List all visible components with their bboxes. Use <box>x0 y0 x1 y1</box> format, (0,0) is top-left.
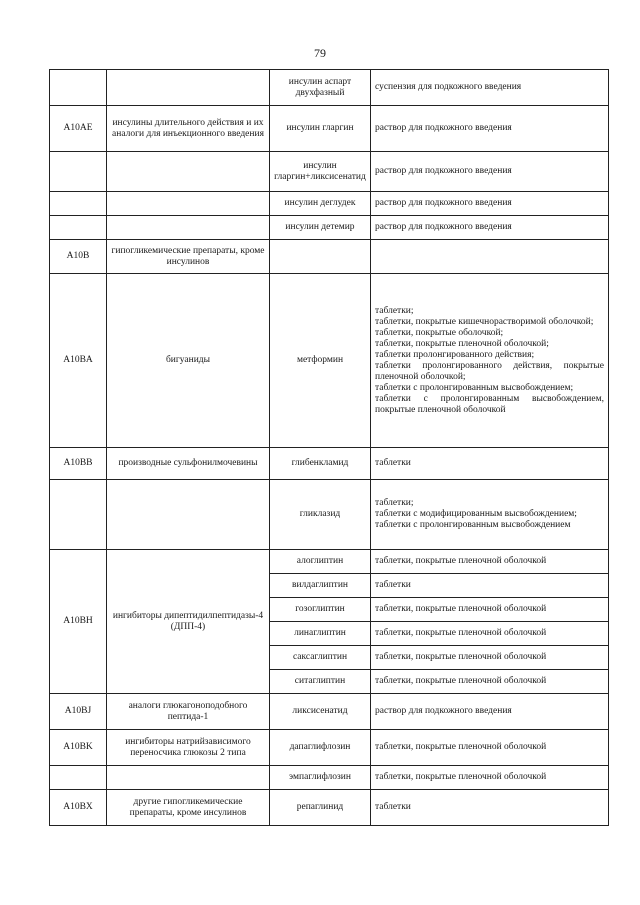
group-name-cell: ингибиторы дипептидилпептидазы-4 (ДПП-4) <box>107 550 270 694</box>
drug-table <box>49 69 609 826</box>
atc-code-cell: A10B <box>50 240 107 274</box>
dosage-form: раствор для подкожного введения <box>375 123 512 133</box>
group-name-cell: инсулины длительного действия и их аналоги для инъекционного введения <box>107 106 270 152</box>
drug-name-cell: вилдаглиптин <box>270 574 371 598</box>
drug-name-cell: инсулин гларгин <box>270 106 371 152</box>
dosage-form: раствор для подкожного введения <box>375 706 512 716</box>
table-row <box>50 240 609 274</box>
dosage-forms-cell <box>371 790 609 826</box>
dosage-form: суспензия для подкожного введения <box>375 82 522 92</box>
group-name-cell <box>107 216 270 240</box>
atc-code-cell: A10BA <box>50 274 107 448</box>
group-name-cell: гипогликемические препараты, кроме инсулинов <box>107 240 270 274</box>
group-name-cell <box>107 152 270 192</box>
atc-code-cell: A10BB <box>50 448 107 480</box>
atc-code-cell: A10BK <box>50 730 107 766</box>
dosage-forms-cell <box>371 192 609 216</box>
atc-code-cell <box>50 192 107 216</box>
group-name-cell: ингибиторы натрийзависимого переносчика глюкозы 2 типа <box>107 730 270 766</box>
table-row <box>50 192 609 216</box>
drug-name-cell: эмпаглифлозин <box>270 766 371 790</box>
group-name-cell <box>107 766 270 790</box>
table-row <box>50 152 609 192</box>
dosage-forms-cell: таблетки, покрытые пленочной оболочкой <box>371 550 609 574</box>
group-name-cell <box>107 192 270 216</box>
dosage-forms-cell <box>371 480 609 550</box>
dosage-form: таблетки с модифицированным высвобождением; <box>375 509 577 519</box>
dosage-form: раствор для подкожного введения <box>375 198 512 208</box>
dosage-form: таблетки; <box>375 498 414 508</box>
dosage-form: таблетки пролонгированного действия, покрытые пленочной оболочкой; <box>375 360 604 382</box>
dosage-forms-cell <box>371 240 609 274</box>
drug-name-cell: саксаглиптин <box>270 646 371 670</box>
table-row <box>50 70 609 106</box>
drug-name-cell: гозоглиптин <box>270 598 371 622</box>
dosage-form: таблетки, покрытые пленочной оболочкой; <box>375 338 549 349</box>
drug-name-cell: глибенкламид <box>270 448 371 480</box>
dosage-forms-cell: таблетки, покрытые пленочной оболочкой <box>371 598 609 622</box>
dosage-form: таблетки с пролонгированным высвобождением; <box>375 382 574 393</box>
dosage-forms-cell <box>371 106 609 152</box>
drug-name-cell: инсулин деглудек <box>270 192 371 216</box>
table-row <box>50 448 609 480</box>
atc-code-cell <box>50 766 107 790</box>
dosage-form: таблетки, покрытые кишечнорастворимой оболочкой; <box>375 316 594 327</box>
dosage-form: таблетки; <box>375 305 414 316</box>
group-name-cell: аналоги глюкагоноподобного пептида-1 <box>107 694 270 730</box>
drug-name-cell: линаглиптин <box>270 622 371 646</box>
table-row <box>50 216 609 240</box>
table-row <box>50 480 609 550</box>
dosage-forms-cell <box>371 694 609 730</box>
dosage-form: таблетки, покрытые оболочкой; <box>375 327 504 338</box>
group-name-cell <box>107 70 270 106</box>
dosage-forms-cell: таблетки, покрытые пленочной оболочкой <box>371 646 609 670</box>
dosage-form: раствор для подкожного введения <box>375 222 512 232</box>
table-row <box>50 766 609 790</box>
atc-code-cell <box>50 480 107 550</box>
atc-code-cell <box>50 216 107 240</box>
dosage-form: таблетки <box>375 802 411 812</box>
drug-name-cell: гликлазид <box>270 480 371 550</box>
dosage-form: раствор для подкожного введения <box>375 166 512 176</box>
dosage-form: таблетки, покрытые пленочной оболочкой <box>375 772 547 782</box>
atc-code-cell <box>50 70 107 106</box>
dosage-forms-cell: таблетки <box>371 574 609 598</box>
drug-name-cell: ситаглиптин <box>270 670 371 694</box>
table-row <box>50 106 609 152</box>
drug-name-cell: алоглиптин <box>270 550 371 574</box>
dosage-forms-cell: таблетки, покрытые пленочной оболочкой <box>371 622 609 646</box>
table-row <box>50 550 609 574</box>
dosage-forms-cell <box>371 216 609 240</box>
dosage-forms-cell <box>371 730 609 766</box>
dosage-forms-cell <box>371 766 609 790</box>
dosage-forms-cell: таблетки, покрытые пленочной оболочкой <box>371 670 609 694</box>
table-row <box>50 730 609 766</box>
dosage-form: таблетки <box>375 458 411 468</box>
drug-name-cell: дапаглифлозин <box>270 730 371 766</box>
dosage-forms-cell <box>371 448 609 480</box>
drug-name-cell: инсулин аспарт двухфазный <box>270 70 371 106</box>
dosage-form: таблетки с пролонгированным высвобождением, покрытые пленочной оболочкой <box>375 393 604 415</box>
drug-name-cell: ликсисенатид <box>270 694 371 730</box>
page-number: 79 <box>314 46 326 60</box>
atc-code-cell: A10BJ <box>50 694 107 730</box>
table-row <box>50 694 609 730</box>
group-name-cell: другие гипогликемические препараты, кроме инсулинов <box>107 790 270 826</box>
dosage-form: таблетки, покрытые пленочной оболочкой <box>375 742 547 752</box>
atc-code-cell: A10BX <box>50 790 107 826</box>
dosage-forms-cell <box>371 274 609 448</box>
drug-name-cell: репаглинид <box>270 790 371 826</box>
group-name-cell <box>107 480 270 550</box>
drug-name-cell: инсулин гларгин+ликсисенатид <box>270 152 371 192</box>
dosage-form: таблетки с пролонгированным высвобождением <box>375 520 571 530</box>
drug-name-cell <box>270 240 371 274</box>
drug-name-cell: метформин <box>270 274 371 448</box>
atc-code-cell: A10BH <box>50 550 107 694</box>
table-row <box>50 274 609 448</box>
atc-code-cell: A10AE <box>50 106 107 152</box>
dosage-forms-cell <box>371 70 609 106</box>
group-name-cell: производные сульфонилмочевины <box>107 448 270 480</box>
atc-code-cell <box>50 152 107 192</box>
dosage-form: таблетки пролонгированного действия; <box>375 349 535 360</box>
group-name-cell: бигуаниды <box>107 274 270 448</box>
table-row <box>50 790 609 826</box>
dosage-forms-cell <box>371 152 609 192</box>
drug-name-cell: инсулин детемир <box>270 216 371 240</box>
